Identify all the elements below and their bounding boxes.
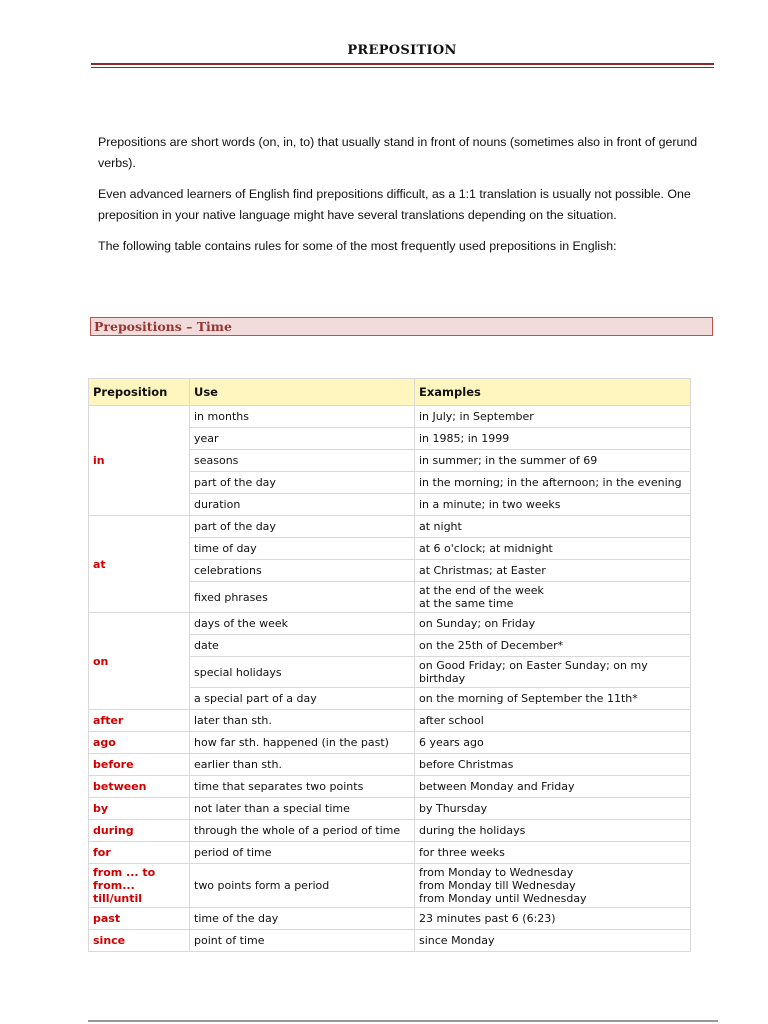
- preposition-cell: past: [89, 908, 190, 930]
- use-cell: fixed phrases: [190, 582, 415, 613]
- example-cell: at 6 o'clock; at midnight: [415, 538, 691, 560]
- use-cell: period of time: [190, 842, 415, 864]
- use-cell: two points form a period: [190, 864, 415, 908]
- table-row: [89, 613, 691, 635]
- example-cell: 6 years ago: [415, 732, 691, 754]
- table-row: [89, 710, 691, 732]
- preposition-cell: after: [89, 710, 190, 732]
- preposition-cell: since: [89, 930, 190, 952]
- use-cell: earlier than sth.: [190, 754, 415, 776]
- example-cell: since Monday: [415, 930, 691, 952]
- use-cell: part of the day: [190, 516, 415, 538]
- use-cell: how far sth. happened (in the past): [190, 732, 415, 754]
- page-title: PREPOSITION: [347, 43, 457, 58]
- use-cell: a special part of a day: [190, 688, 415, 710]
- table-body: [89, 406, 691, 952]
- preposition-cell: at: [89, 516, 190, 613]
- example-cell: at night: [415, 516, 691, 538]
- example-cell: during the holidays: [415, 820, 691, 842]
- bottom-rule: [88, 1020, 718, 1022]
- example-cell: between Monday and Friday: [415, 776, 691, 798]
- example-cell: on the 25th of December*: [415, 635, 691, 657]
- example-cell: on Good Friday; on Easter Sunday; on my birthday: [415, 657, 691, 688]
- intro-paragraph: The following table contains rules for some of the most frequently used prepositions in English:: [98, 239, 617, 253]
- use-cell: duration: [190, 494, 415, 516]
- use-cell: time that separates two points: [190, 776, 415, 798]
- use-cell: year: [190, 428, 415, 450]
- title-rule-thick: [91, 63, 714, 65]
- use-cell: days of the week: [190, 613, 415, 635]
- table-row: [89, 732, 691, 754]
- use-cell: special holidays: [190, 657, 415, 688]
- header-examples: Examples: [415, 379, 691, 406]
- intro-text: [98, 132, 708, 267]
- table-row: [89, 406, 691, 428]
- title-rule-thin: [91, 67, 714, 68]
- table-row: [89, 754, 691, 776]
- section-heading: Prepositions – Time: [90, 317, 713, 336]
- use-cell: point of time: [190, 930, 415, 952]
- table-row: [89, 908, 691, 930]
- preposition-cell: in: [89, 406, 190, 516]
- use-cell: seasons: [190, 450, 415, 472]
- preposition-cell: during: [89, 820, 190, 842]
- use-cell: celebrations: [190, 560, 415, 582]
- use-cell: time of the day: [190, 908, 415, 930]
- example-cell: in 1985; in 1999: [415, 428, 691, 450]
- example-cell: before Christmas: [415, 754, 691, 776]
- example-cell: for three weeks: [415, 842, 691, 864]
- example-cell: at Christmas; at Easter: [415, 560, 691, 582]
- use-cell: in months: [190, 406, 415, 428]
- preposition-cell: by: [89, 798, 190, 820]
- example-cell: 23 minutes past 6 (6:23): [415, 908, 691, 930]
- table-row: [89, 930, 691, 952]
- table-row: [89, 516, 691, 538]
- preposition-cell: ago: [89, 732, 190, 754]
- use-cell: part of the day: [190, 472, 415, 494]
- example-cell: at the end of the week at the same time: [415, 582, 691, 613]
- table-row: [89, 820, 691, 842]
- example-cell: in a minute; in two weeks: [415, 494, 691, 516]
- header-preposition: Preposition: [89, 379, 190, 406]
- table-header-row: [89, 379, 691, 406]
- use-cell: not later than a special time: [190, 798, 415, 820]
- intro-paragraph: Prepositions are short words (on, in, to) that usually stand in front of nouns (sometimes also in front of gerund verbs).: [98, 135, 698, 170]
- use-cell: time of day: [190, 538, 415, 560]
- preposition-cell: from ... to from... till/until: [89, 864, 190, 908]
- table-row: [89, 864, 691, 908]
- example-cell: on Sunday; on Friday: [415, 613, 691, 635]
- preposition-cell: on: [89, 613, 190, 710]
- intro-paragraph: Even advanced learners of English find prepositions difficult, as a 1:1 translation is usually not possible. One preposition in your native language might have several translations depending on the situation.: [98, 187, 691, 222]
- example-cell: in summer; in the summer of 69: [415, 450, 691, 472]
- example-cell: after school: [415, 710, 691, 732]
- example-cell: from Monday to Wednesday from Monday till Wednesday from Monday until Wednesday: [415, 864, 691, 908]
- example-cell: in the morning; in the afternoon; in the evening: [415, 472, 691, 494]
- preposition-cell: between: [89, 776, 190, 798]
- example-cell: on the morning of September the 11th*: [415, 688, 691, 710]
- example-cell: in July; in September: [415, 406, 691, 428]
- use-cell: date: [190, 635, 415, 657]
- table-row: [89, 776, 691, 798]
- header-use: Use: [190, 379, 415, 406]
- table-row: [89, 842, 691, 864]
- use-cell: later than sth.: [190, 710, 415, 732]
- preposition-cell: for: [89, 842, 190, 864]
- example-cell: by Thursday: [415, 798, 691, 820]
- table-row: [89, 798, 691, 820]
- preposition-table: [88, 378, 691, 952]
- use-cell: through the whole of a period of time: [190, 820, 415, 842]
- preposition-cell: before: [89, 754, 190, 776]
